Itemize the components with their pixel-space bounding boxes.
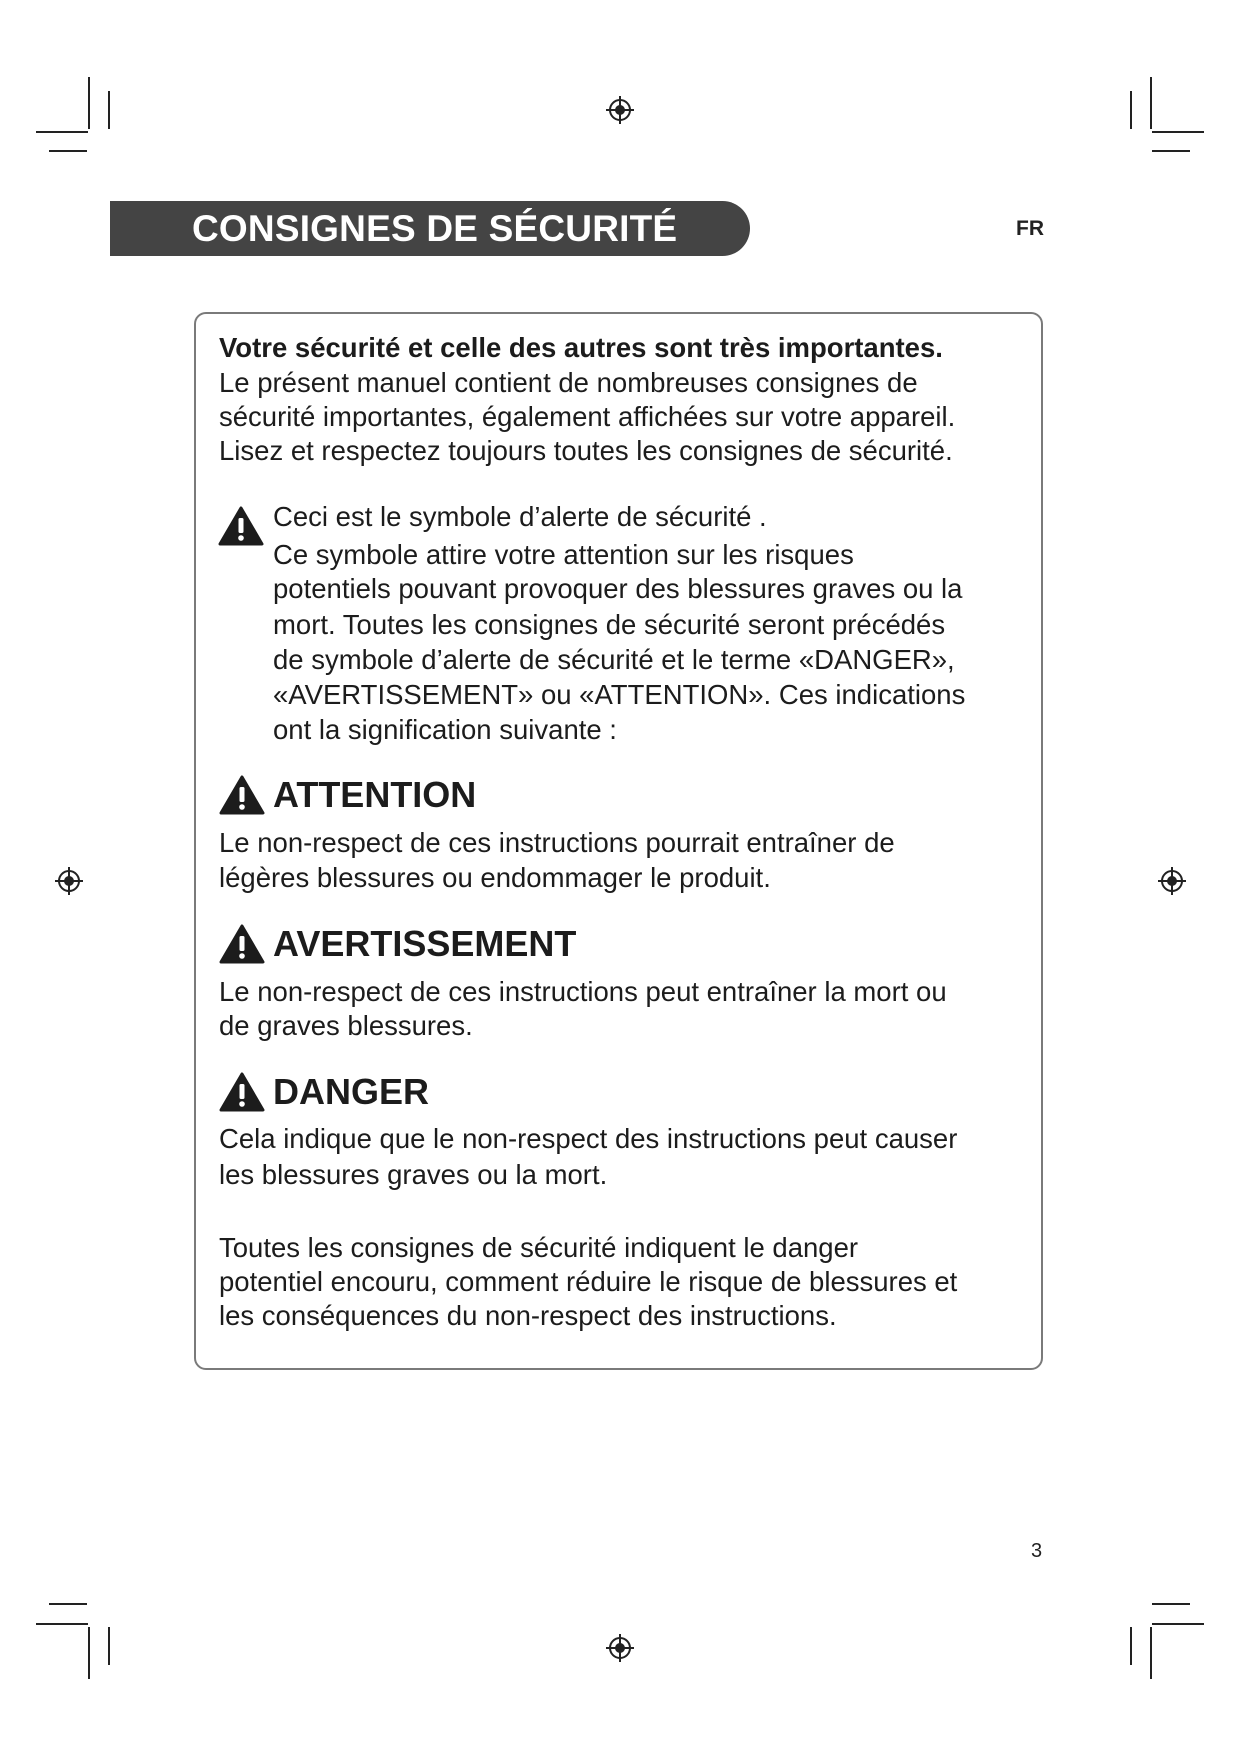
registration-mark-icon <box>606 1634 634 1662</box>
page-title: CONSIGNES DE SÉCURITÉ <box>192 207 678 249</box>
intro-line: Lisez et respectez toujours toutes les consignes de sécurité. <box>219 435 953 466</box>
section-header-bar <box>110 201 750 256</box>
crop-mark <box>36 131 88 133</box>
avertissement-title: AVERTISSEMENT <box>273 923 577 964</box>
symbol-note-line: Ce symbole attire votre attention sur les risques <box>273 539 854 570</box>
intro-line: sécurité importantes, également affichées sur votre appareil. <box>219 401 956 432</box>
crop-mark <box>108 91 110 129</box>
crop-mark <box>49 1603 87 1605</box>
crop-mark <box>1152 1623 1204 1625</box>
closing-text-line: potentiel encouru, comment réduire le risque de blessures et <box>219 1266 958 1297</box>
attention-text-line: légères blessures ou endommager le produit. <box>219 862 771 893</box>
warning-triangle-icon <box>219 924 265 964</box>
attention-heading <box>219 773 476 817</box>
symbol-note-line: potentiels pouvant provoquer des blessures graves ou la <box>273 573 963 604</box>
attention-title: ATTENTION <box>273 774 477 815</box>
crop-mark <box>1150 77 1152 129</box>
registration-mark-icon <box>1158 867 1186 895</box>
crop-mark <box>1152 131 1204 133</box>
symbol-note-line: ont la signification suivante : <box>273 714 617 745</box>
crop-mark <box>1130 1627 1132 1665</box>
closing-text-line: Toutes les consignes de sécurité indiquent le danger <box>219 1232 859 1263</box>
registration-mark-icon <box>55 867 83 895</box>
warning-triangle-icon <box>218 506 264 546</box>
language-code: FR <box>1016 217 1044 240</box>
crop-mark <box>88 1627 90 1679</box>
danger-heading <box>219 1070 429 1114</box>
danger-title: DANGER <box>273 1071 430 1112</box>
avertissement-text-line: de graves blessures. <box>219 1010 473 1041</box>
closing-text-line: les conséquences du non-respect des instructions. <box>219 1300 837 1331</box>
avertissement-text-line: Le non-respect de ces instructions peut entraîner la mort ou <box>219 976 947 1007</box>
crop-mark <box>36 1623 88 1625</box>
registration-mark-icon <box>606 96 634 124</box>
page-number: 3 <box>1031 1540 1043 1562</box>
warning-triangle-icon <box>219 1072 265 1112</box>
crop-mark <box>1152 150 1190 152</box>
warning-triangle-icon <box>219 775 265 815</box>
intro-heading: Votre sécurité et celle des autres sont très importantes. <box>219 332 943 363</box>
symbol-note-line: «AVERTISSEMENT» ou «ATTENTION». Ces indications <box>273 679 966 710</box>
intro-line: Le présent manuel contient de nombreuses consignes de <box>219 367 918 398</box>
symbol-note-line: mort. Toutes les consignes de sécurité seront précédés <box>273 609 946 640</box>
crop-mark <box>108 1627 110 1665</box>
crop-mark <box>1152 1603 1190 1605</box>
crop-mark <box>1150 1627 1152 1679</box>
symbol-note-line: Ceci est le symbole d’alerte de sécurité . <box>273 501 767 532</box>
crop-mark <box>88 77 90 129</box>
avertissement-heading <box>219 922 576 966</box>
crop-mark <box>49 150 87 152</box>
danger-text-line: Cela indique que le non-respect des instructions peut causer <box>219 1123 958 1154</box>
attention-text-line: Le non-respect de ces instructions pourrait entraîner de <box>219 827 895 858</box>
symbol-note-line: de symbole d’alerte de sécurité et le terme «DANGER», <box>273 644 955 675</box>
danger-text-line: les blessures graves ou la mort. <box>219 1159 608 1190</box>
crop-mark <box>1130 91 1132 129</box>
